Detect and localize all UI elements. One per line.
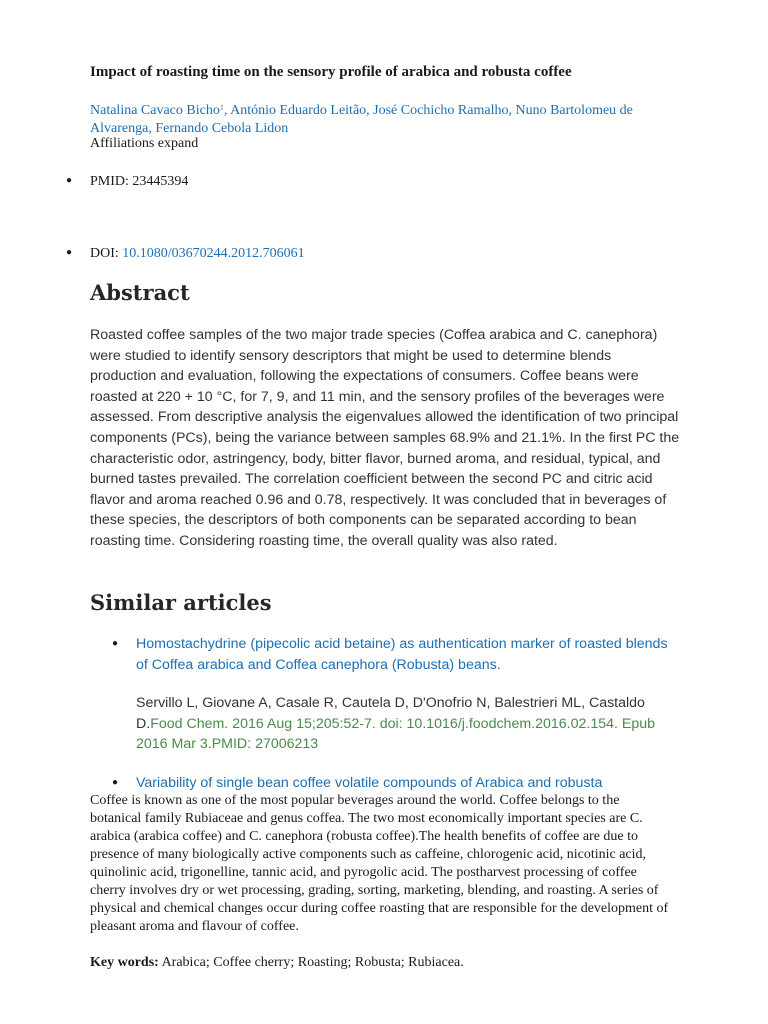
author-link[interactable]: Natalina Cavaco Bicho [90,103,220,118]
author-link[interactable]: Fernando Cebola Lidon [155,121,289,136]
abstract-heading: Abstract [90,280,190,305]
keywords-label: Key words: [90,955,159,970]
similar-article-authors: Servillo L, Giovane A, Casale R, Cautela D, D'Onofrio N, Balestrieri ML, Castaldo D. [136,695,645,732]
similar-article-title-link[interactable]: Homostachydrine (pipecolic acid betaine) as authentication marker of roasted blends of Coffea arabica and Coffea canephora (Robusta) beans. [136,636,668,673]
bullet-icon: ● [66,247,73,258]
pmid-value: 23445394 [132,174,189,189]
author-link[interactable]: Nuno Bartolomeu de Alvarenga [90,103,633,136]
author-link[interactable]: José Cochicho Ramalho [373,103,509,118]
keywords-line [90,954,464,972]
similar-articles-heading: Similar articles [90,590,272,615]
similar-article-citation [136,693,672,755]
author-link[interactable]: António Eduardo Leitão [230,103,367,118]
bullet-icon: ● [112,638,119,649]
author-list: Natalina Cavaco Bicho$^1$, António Eduardo Leitão, José Cochicho Ramalho, Nuno Bartolomeu de Alvarenga, Fernando Cebola Lidon [90,103,633,136]
similar-article-title-link[interactable]: Variability of single bean coffee volatile compounds of Arabica and robusta [136,775,603,791]
overlay-abstract-panel [0,791,768,1024]
pmid-item: ● PMID: 23445394 [66,174,189,189]
doi-item: ● DOI: 10.1080/03670244.2012.706061 [66,246,305,261]
bullet-icon: ● [112,777,119,788]
bullet-icon: ● [66,175,73,186]
similar-article-journal: Food Chem. 2016 Aug 15;205:52-7. doi: 10.1016/j.foodchem.2016.02.154. Epub 2016 Mar 3.PMID: 27006213 [136,715,656,753]
author-superscript: 1 [219,103,224,112]
pmid-label: PMID [90,174,126,189]
article-title: Impact of roasting time on the sensory profile of arabica and robusta coffee [90,64,572,80]
abstract-text: Roasted coffee samples of the two major trade species (Coffea arabica and C. canephora) were studied to identify sensory descriptors that might be used to determine blends production and evaluation, following the expectations of consumers. Coffee beans were roasted at 220 + 10 °C, for 7, 9, and 11 min, and the sensory profiles of the beverages were assessed. From descriptive analysis the eigenvalues allowed the identification of two principal components (PCs), being the variance between samples 68.9% and 21.1%. In the first PC the characteristic odor, astringency, body, bitter flavor, burned aroma, and residual, typical, and burned tastes prevailed. The correlation coefficient between the second PC and citric acid flavor and aroma reached 0.96 and 0.78, respectively. It was concluded that in beverages of these species, the descriptors of both components can be separated according to bean roasting time. Considering roasting time, the overall quality was also rated. [90,327,680,549]
affiliations-toggle[interactable]: Affiliations expand [90,136,199,151]
keywords-value: Arabica; Coffee cherry; Roasting; Robusta; Rubiacea. [161,955,464,970]
doi-link[interactable]: 10.1080/03670244.2012.706061 [122,246,305,261]
similar-article-item [112,773,672,793]
overlay-paragraph: Coffee is known as one of the most popular beverages around the world. Coffee belongs to the botanical family Rubiaceae and genus coffea. The two most economically important species are C. arabica (arabica coffee) and C. canephora (robusta coffee).The health benefits of coffee are due to presence of many biologically active components such as caffeine, chlorogenic acid, nicotinic acid, quinolinic acid, trigonelline, tannic acid, and pyrogolic acid. The postharvest processing of coffee cherry involves dry or wet processing, grading, sorting, marketing, blending, and roasting. A series of physical and chemical changes occur during coffee roasting that are responsible for the development of pleasant aroma and flavour of coffee. [90,793,669,934]
similar-article-item [112,634,672,755]
doi-label: DOI [90,246,115,261]
